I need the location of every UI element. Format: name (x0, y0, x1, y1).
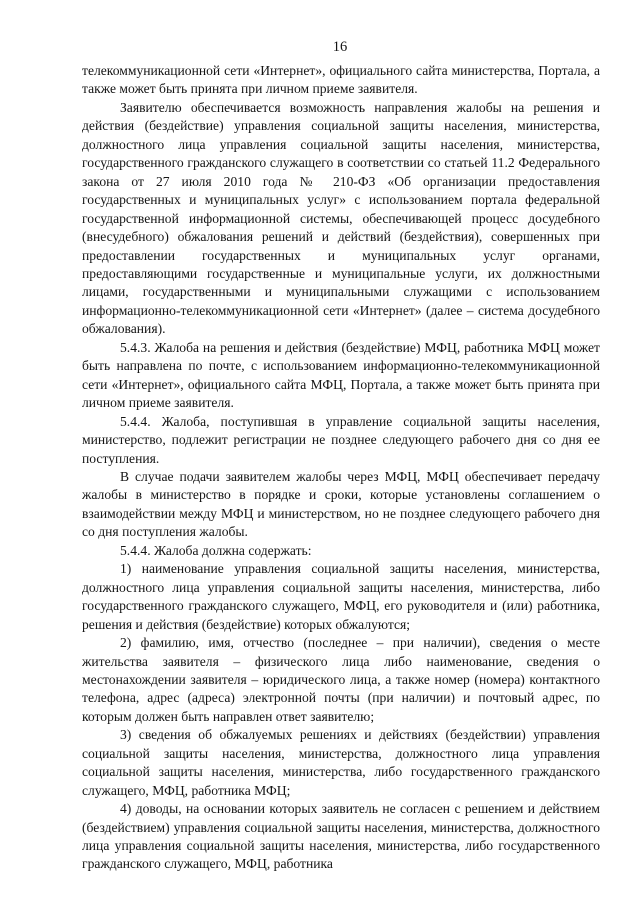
paragraph-complaint-system: Заявителю обеспечивается возможность направления жалобы на решения и действия (бездействие) управления социальной защиты населения, министерства, должностного лица управления социальной защиты населения, министерства, государственного гражданского служащего в соответствии со статьей 11.2 Федерального закона от 27 июля 2010 года № 210-ФЗ «Об организации предоставления государственных и муниципальных услуг» с использованием портала федеральной государственной информационной системы, обеспечивающей процесс досудебного (внесудебного) обжалования решений и действий (бездействия), совершенных при предоставлении государственных и муниципальных услуг органами, предоставляющими государственные и муниципальные услуги, их должностными лицами, государственными и муниципальными служащими с использованием информационно-телекоммуникационной сети «Интернет» (далее – система досудебного обжалования). (82, 99, 600, 337)
list-item-3: 3) сведения об обжалуемых решениях и действиях (бездействии) управления социальной защиты населения, министерства, должностного лица управления социальной защиты населения, министерства, либо государственного гражданского служащего, МФЦ, работника МФЦ; (82, 727, 600, 798)
list-item-4: 4) доводы, на основании которых заявитель не согласен с решением и действием (бездействием) управления социальной защиты населения, министерства, должностного лица управления социальной защиты населения, министерства, либо государственного гражданского служащего, МФЦ, работника (82, 801, 600, 872)
list-item-1: 1) наименование управления социальной защиты населения, министерства, должностного лица управления социальной защиты населения, министерства, либо государственного гражданского служащего, МФЦ, его руководителя и (или) работника, решения и действия (бездействие) которых обжалуются; (82, 561, 600, 632)
paragraph-continuation: телекоммуникационной сети «Интернет», официального сайта министерства, Портала, а также может быть принята при личном приеме заявителя. (82, 63, 600, 97)
paragraph-5-4-4-contents: 5.4.4. Жалоба должна содержать: (120, 542, 312, 558)
paragraph-mfc-transfer: В случае подачи заявителем жалобы через МФЦ, МФЦ обеспечивает передачу жалобы в министерство в порядке и сроки, которые установлены соглашением о взаимодействии между МФЦ и министерством, но не позднее следующего рабочего дня со дня поступления жалобы. (82, 468, 600, 540)
paragraph-5-4-4-registration: 5.4.4. Жалоба, поступившая в управление социальной защиты населения, министерство, подлежит регистрации не позднее следующего рабочего дня со дня ее поступления. (82, 413, 600, 466)
page-number: 16 (332, 39, 348, 55)
paragraph-5-4-3: 5.4.3. Жалоба на решения и действия (бездействие) МФЦ, работника МФЦ может быть направлена по почте, с использованием информационно-телекоммуникационной сети «Интернет», официального сайта МФЦ, Портала, а также может быть принята при личном приеме заявителя. (82, 339, 600, 411)
list-item-2: 2) фамилию, имя, отчество (последнее – при наличии), сведения о месте жительства заявителя – физического лица либо наименование, сведения о местонахождении заявителя – юридического лица, а также номер (номера) контактного телефона, адрес (адреса) электронной почты (при наличии) и почтовый адрес, по которым должен быть направлен ответ заявителю; (82, 635, 600, 724)
body-text (82, 62, 600, 874)
